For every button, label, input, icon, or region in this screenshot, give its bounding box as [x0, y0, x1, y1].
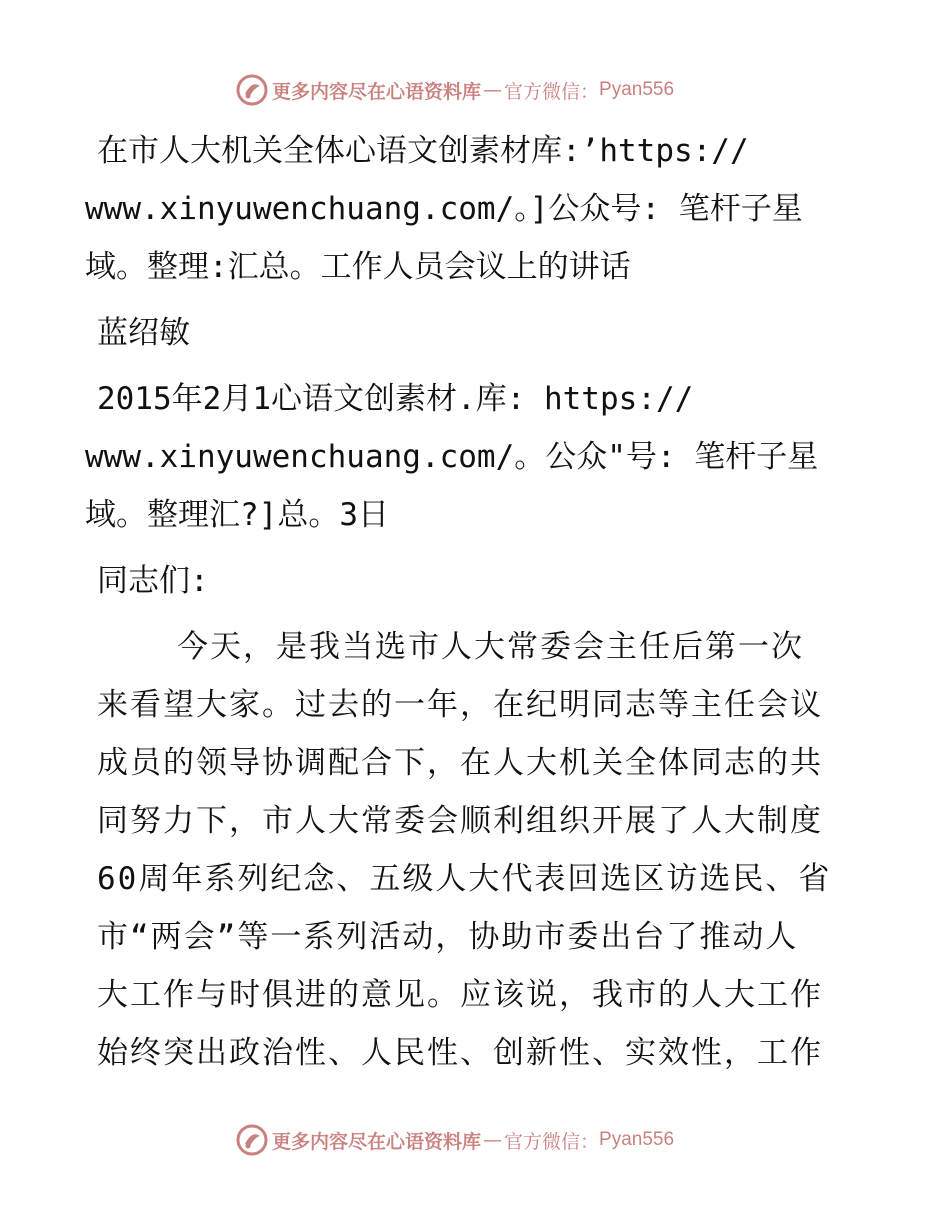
body-line: 同努力下，市人大常委会顺利组织开展了人大制度	[97, 803, 823, 839]
body-line: 始终突出政治性、人民性、创新性、实效性，工作	[97, 1035, 823, 1071]
watermark-footer	[236, 1123, 674, 1157]
body-line: 大工作与时俱进的意见。应该说，我市的人大工作	[97, 977, 823, 1013]
header-line: 域。整理:汇总。工作人员会议上的讲话	[85, 249, 631, 285]
body-line: 60周年系列纪念、五级人大代表回选区访选民、省	[97, 861, 832, 897]
watermark-id: Pyan556	[599, 79, 675, 100]
watermark-separator: —	[483, 1129, 503, 1151]
date-paragraph	[85, 370, 857, 544]
logo-icon	[236, 74, 268, 106]
header-line: 在市人大机关全体心语文创素材库:’https://	[97, 133, 749, 169]
greeting: 同志们:	[97, 563, 209, 599]
body-line: 成员的领导协调配合下，在人大机关全体同志的共	[97, 745, 823, 781]
author: 蓝绍敏	[97, 315, 190, 351]
header-paragraph	[85, 122, 857, 296]
watermark-header	[236, 73, 674, 107]
watermark-separator: —	[483, 79, 503, 101]
watermark-label: 官方微信：	[504, 80, 600, 103]
date-line: www.xinyuwenchuang.com/。公众"号: 笔杆子星	[85, 439, 819, 475]
body-line: 来看望大家。过去的一年，在纪明同志等主任会议	[97, 687, 823, 723]
body-paragraph	[97, 618, 857, 1082]
header-line: www.xinyuwenchuang.com/。]公众号: 笔杆子星	[85, 191, 803, 227]
watermark-text: 更多内容尽在心语资料库	[272, 1130, 482, 1153]
body-line: 市“两会”等一系列活动，协助市委出台了推动人	[97, 919, 799, 955]
watermark-text: 更多内容尽在心语资料库	[272, 80, 482, 103]
watermark-id: Pyan556	[599, 1129, 675, 1150]
document-body	[85, 122, 857, 1082]
logo-icon	[236, 1124, 268, 1156]
watermark-label: 官方微信：	[504, 1130, 600, 1153]
date-line: 域。整理汇?]总。3日	[85, 497, 389, 533]
body-line: 今天，是我当选市人大常委会主任后第一次	[177, 629, 804, 665]
date-line: 2015年2月1心语文创素材.库: https://	[97, 381, 694, 417]
